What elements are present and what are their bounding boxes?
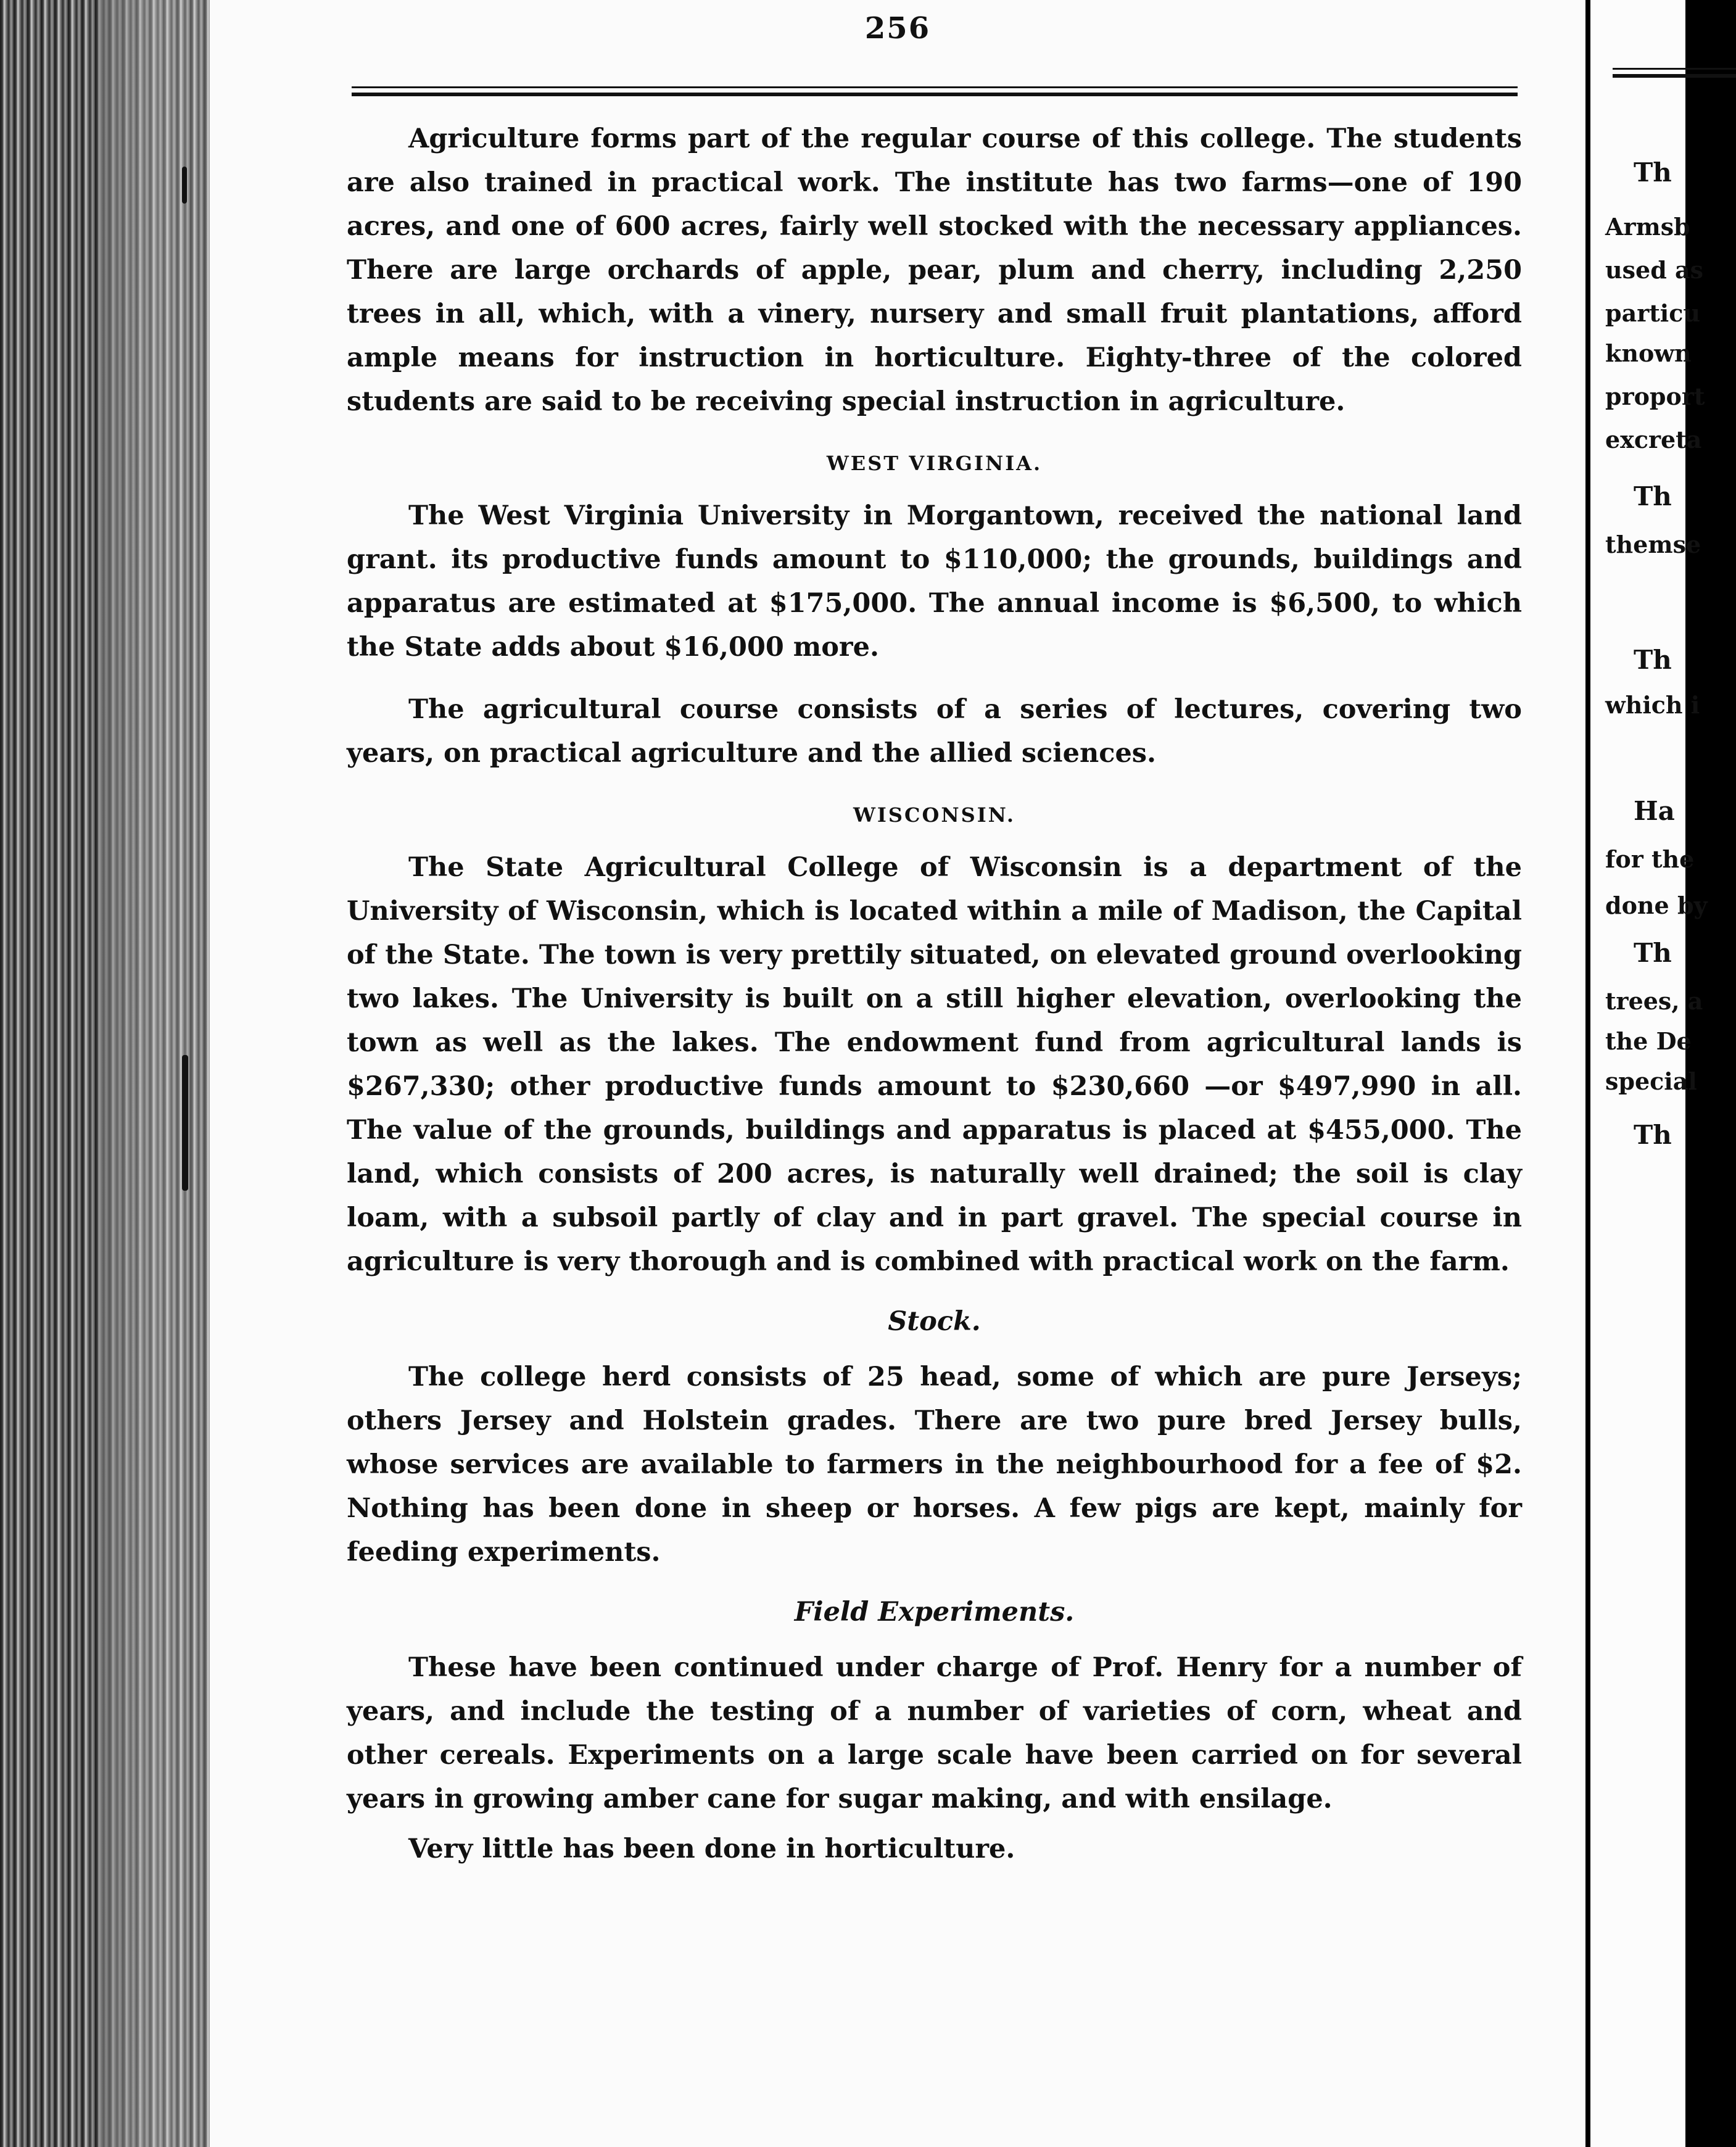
right-page-text-fragment: proport: [1605, 383, 1705, 410]
right-page-text-fragment: used as: [1605, 256, 1704, 284]
right-page-text-fragment: for the: [1605, 845, 1695, 873]
right-page-text-fragment: Th: [1634, 1120, 1672, 1150]
right-page-edge: [1590, 0, 1708, 2147]
header-rule: [352, 86, 1518, 88]
right-page-text-fragment: Th: [1634, 938, 1672, 968]
right-page-text-fragment: trees, a: [1605, 987, 1703, 1015]
right-page-text-fragment: known: [1605, 339, 1692, 367]
right-header-rule: [1613, 68, 1736, 70]
right-page-text-fragment: particu: [1605, 299, 1700, 327]
section-heading-wisconsin: WISCONSIN.: [853, 803, 1016, 827]
west-virginia-paragraph-1: The West Virginia University in Morgantown, received the national land grant. its productive funds amount to $110,000; the grounds, buildings and apparatus are estimated at $175,000. The annual income is $6,500, to which the State adds about $16,000 more.: [347, 500, 1522, 663]
left-page: [210, 0, 1585, 2147]
west-virginia-paragraph-2: The agricultural course consists of a series of lectures, covering two years, on practical agriculture and the allied sciences.: [347, 694, 1522, 769]
intro-paragraph: Agriculture forms part of the regular course of this college. The students are also trained in practical work. The institute has two farms—one of 190 acres, and one of 600 acres, fairly well stocked with the necessary appliances. There are large orchards of apple, pear, plum and cherry, including 2,250 trees in all, which, with a vinery, nursery and small fruit plantations, afford ample means for instruction in horticulture. Eighty-three of the colored students are said to be receiving special instruction in agriculture.: [347, 123, 1522, 417]
subheading-stock: Stock.: [888, 1306, 981, 1337]
right-page-text-fragment: special: [1605, 1067, 1697, 1095]
field-experiments-paragraph-2: Very little has been done in horticulture.: [408, 1834, 1015, 1864]
page-number: 256: [864, 11, 931, 46]
section-heading-west-virginia: WEST VIRGINIA.: [826, 452, 1043, 475]
right-header-rule: [1613, 74, 1736, 78]
right-page-text-fragment: the De: [1605, 1027, 1692, 1055]
right-page-text-fragment: Th: [1634, 157, 1672, 188]
subheading-field-experiments: Field Experiments.: [794, 1597, 1075, 1628]
stock-paragraph-1: The college herd consists of 25 head, some of which are pure Jerseys; others Jersey and Holstein grades. There are two pure bred Jersey bulls, whose services are available to farmers in the neighbourhood for a fee of $2. Nothing has been done in sheep or horses. A few pigs are kept, mainly for feeding experiments.: [347, 1362, 1522, 1568]
page-body: [347, 117, 1522, 1871]
field-experiments-paragraph-1: These have been continued under charge of Prof. Henry for a number of years, and include the testing of a number of varieties of corn, wheat and other cereals. Experiments on a large scale have been carried on for several years in growing amber cane for sugar making, and with ensilage.: [347, 1652, 1522, 1814]
right-page-text-fragment: excreta: [1605, 426, 1702, 453]
right-page-text-fragment: which i: [1605, 691, 1700, 719]
gutter-mark: [182, 1055, 188, 1191]
gutter-mark: [182, 167, 187, 204]
right-page-text-fragment: done by: [1605, 891, 1708, 919]
wisconsin-paragraph-1: The State Agricultural College of Wisconsin is a department of the University of Wisconsin, which is located within a mile of Madison, the Capital of the State. The town is very prettily situated, on elevated ground overlooking two lakes. The University is built on a still higher elevation, overlooking the town as well as the lakes. The endowment fund from agricultural lands is $267,330; other productive funds amount to $230,660 —or $497,990 in all. The value of the grounds, buildings and apparatus is placed at $455,000. The land, which consists of 200 acres, is naturally well drained; the soil is clay loam, with a subsoil partly of clay and in part gravel. The special course in agriculture is very thorough and is combined with practical work on the farm.: [347, 852, 1522, 1277]
right-page-text-fragment: Armsb: [1605, 213, 1690, 241]
right-page-text-fragment: Th: [1634, 645, 1672, 675]
right-page-text-fragment: themse: [1605, 531, 1701, 558]
right-page-text-fragment: Th: [1634, 481, 1672, 511]
header-rule: [352, 93, 1518, 96]
right-page-text-fragment: Ha: [1634, 796, 1675, 826]
